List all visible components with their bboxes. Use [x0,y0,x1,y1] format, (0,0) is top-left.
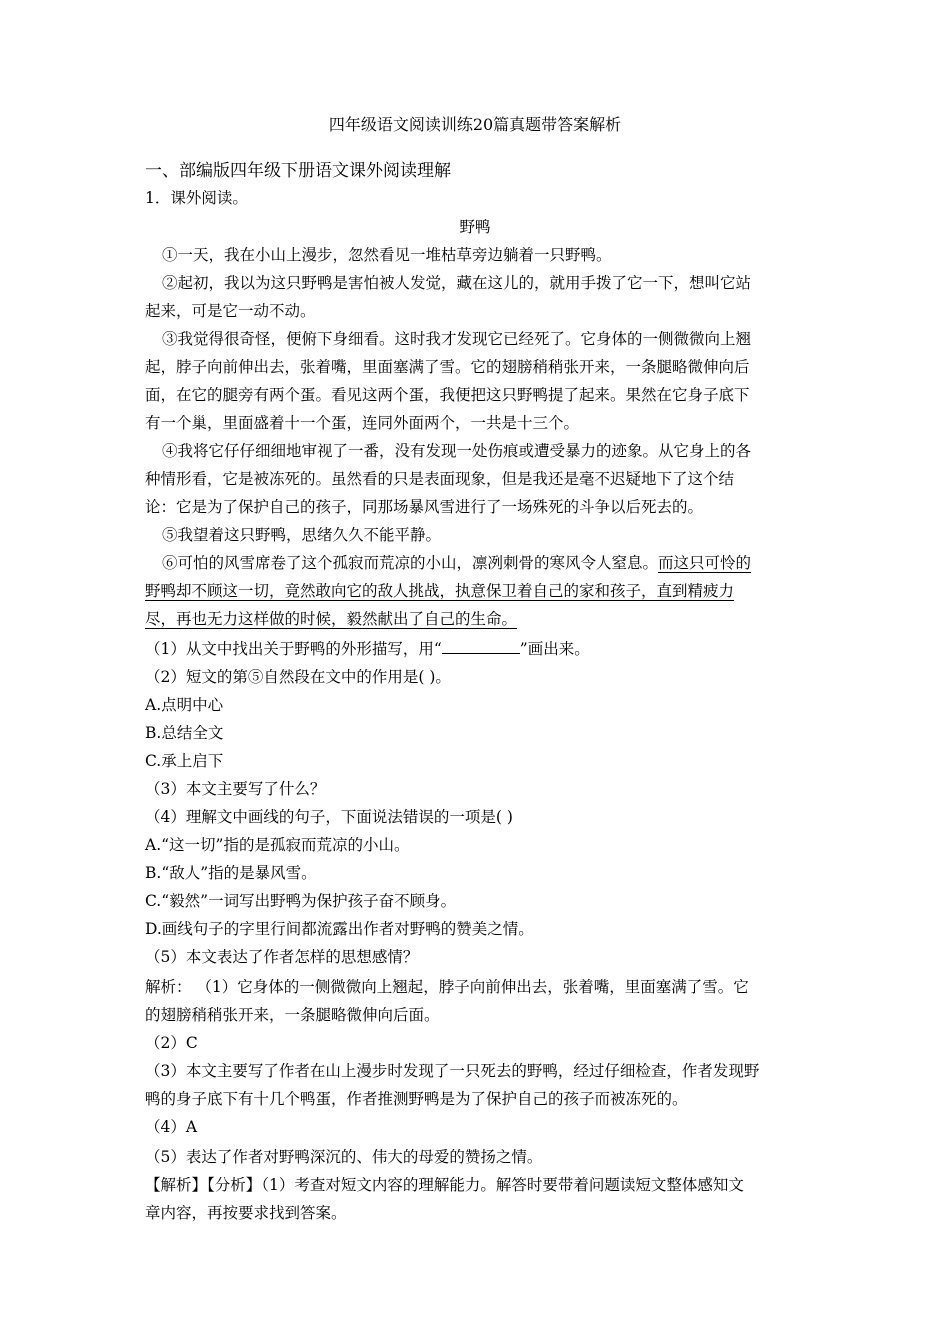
passage-line: 有一个巢，里面盛着十一个蛋，连同外面两个，一共是十三个。 [145,414,580,432]
question-text: ”画出来。 [519,640,590,658]
answer-blank [442,639,520,654]
underlined-sentence: 而这只可怜的 [658,554,752,572]
answer-line: 【解析】【分析】（1）考查对短文内容的理解能力。解答时要带着问题读短文整体感知文 [145,1176,744,1194]
passage-line: ①一天，我在小山上漫步，忽然看见一堆枯草旁边躺着一只野鸭。 [162,246,612,264]
passage-line: ③我觉得很奇怪，便俯下身细看。这时我才发现它已经死了。它身体的一侧微微向上翘 [162,330,752,348]
passage-paragraph-6 [162,552,827,574]
question-number: 1．课外阅读。 [145,189,248,207]
answer-line: （5）表达了作者对野鸭深沉的、伟大的母爱的赞扬之情。 [145,1148,543,1166]
answer-line: 解析： （1）它身体的一侧微微向上翘起，脖子向前伸出去，张着嘴，里面塞满了雪。它 [145,978,749,996]
passage-line: 论：它是为了保护自己的孩子，同那场暴风雪进行了一场殊死的斗争以后死去的。 [145,498,704,516]
question-1 [145,638,810,660]
passage-line: 起来，可是它一动不动。 [145,302,316,320]
option: C.承上启下 [145,752,224,770]
option: D.画线句子的字里行间都流露出作者对野鸭的赞美之情。 [145,920,534,938]
passage-line: ④我将它仔仔细细地审视了一番，没有发现一处伤痕或遭受暴力的迹象。从它身上的各 [162,442,752,460]
answer-line: 鸭的身子底下有十几个鸭蛋，作者推测野鸭是为了保护自己的孩子而被冻死的。 [145,1090,688,1108]
underlined-sentence: 野鸭却不顾这一切，竟然敢向它的敌人挑战，执意保卫着自己的家和孩子，直到精疲力 [145,582,735,600]
question-4: （4）理解文中画线的句子，下面说法错误的一项是( ) [145,808,513,826]
passage-line: ②起初，我以为这只野鸭是害怕被人发觉，藏在这儿的，就用手拨了它一下，想叫它站 [162,274,752,292]
option: A.“这一切”指的是孤寂而荒凉的小山。 [145,836,410,854]
passage-line: 面，在它的腿旁有两个蛋。看见这两个蛋，我便把这只野鸭提了起来。果然在它身子底下 [145,386,750,404]
question-3: （3）本文主要写了什么？ [145,780,326,798]
question-5: （5）本文表达了作者怎样的思想感情？ [145,948,419,966]
passage-line: 种情形看，它是被冻死的。虽然看的只是表面现象，但是我还是毫不迟疑地下了这个结 [145,470,735,488]
answer-line: （4）A [145,1118,198,1136]
answer-line: （3）本文主要写了作者在山上漫步时发现了一只死去的野鸭，经过仔细检查，作者发现野 [145,1062,760,1080]
document-title: 四年级语文阅读训练20篇真题带答案解析 [328,115,622,134]
passage-line: ⑤我望着这只野鸭，思绪久久不能平静。 [162,526,442,544]
answer-line: 章内容，再按要求找到答案。 [145,1204,347,1222]
option: C.“毅然”一词写出野鸭为保护孩子奋不顾身。 [145,892,457,910]
option: A.点明中心 [145,696,224,714]
question-2: （2）短文的第⑤自然段在文中的作用是( )。 [145,668,451,686]
question-text: （1）从文中找出关于野鸭的外形描写，用“ [145,640,442,658]
underlined-sentence: 尽，再也无力这样做的时候，毅然献出了自己的生命。 [145,610,518,628]
answer-line: 的翅膀稍稍张开来，一条腿略微伸向后面。 [145,1006,440,1024]
option: B.“敌人”指的是暴风雪。 [145,864,317,882]
section-heading: 一、部编版四年级下册语文课外阅读理解 [145,161,451,181]
passage-line: 起，脖子向前伸出去，张着嘴，里面塞满了雪。它的翅膀稍稍张开来，一条腿略微伸向后 [145,358,750,376]
answer-line: （2）C [145,1034,198,1052]
passage-title: 野鸭 [459,218,491,236]
passage-text: ⑥可怕的风雪席卷了这个孤寂而荒凉的小山，凛冽刺骨的寒风令人窒息。 [162,554,659,572]
option: B.总结全文 [145,724,224,742]
